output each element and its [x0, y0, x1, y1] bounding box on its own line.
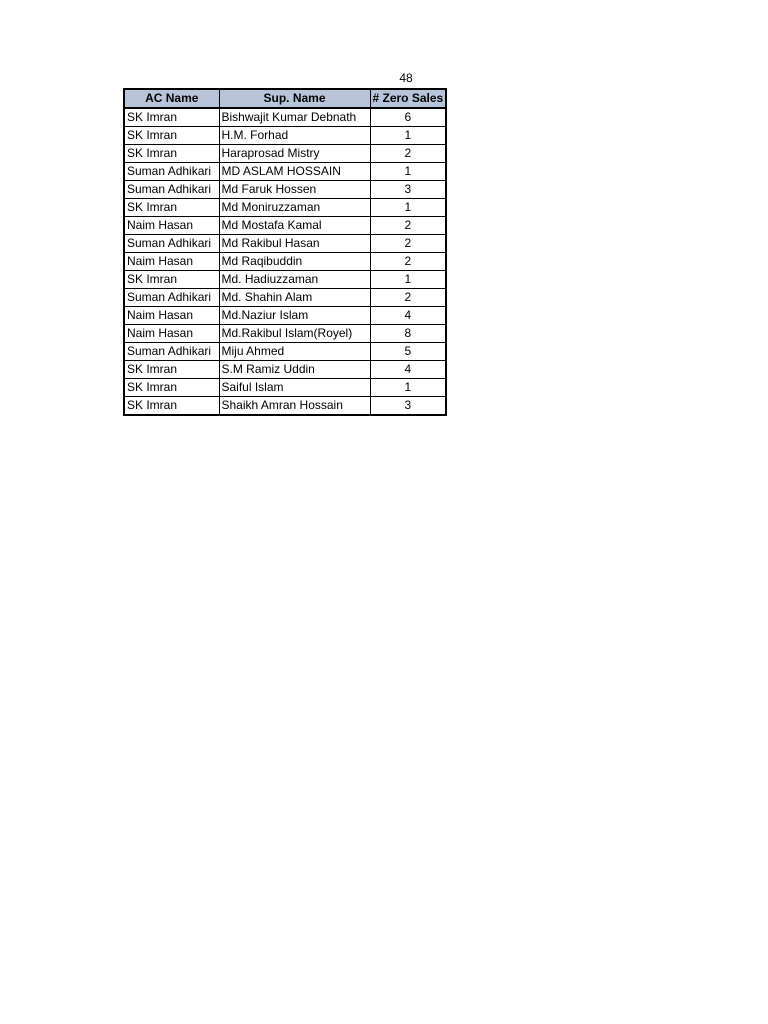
- sup-name-cell: Haraprosad Mistry: [219, 145, 370, 163]
- zero-sales-cell: 8: [370, 325, 446, 343]
- table-row: [124, 145, 446, 163]
- ac-name-cell: Naim Hasan: [124, 325, 219, 343]
- table-row: [124, 343, 446, 361]
- ac-name-cell: SK Imran: [124, 361, 219, 379]
- zero-sales-cell: 4: [370, 361, 446, 379]
- zero-sales-cell: 5: [370, 343, 446, 361]
- zero-sales-cell: 2: [370, 217, 446, 235]
- sup-name-cell: H.M. Forhad: [219, 127, 370, 145]
- zero-sales-cell: 6: [370, 108, 446, 127]
- table-body: [124, 108, 446, 415]
- table-row: [124, 325, 446, 343]
- table-row: [124, 181, 446, 199]
- ac-name-cell: Suman Adhikari: [124, 343, 219, 361]
- zero-sales-cell: 3: [370, 181, 446, 199]
- ac-name-cell: Suman Adhikari: [124, 163, 219, 181]
- ac-name-cell: SK Imran: [124, 127, 219, 145]
- ac-name-cell: Suman Adhikari: [124, 181, 219, 199]
- table-row: [124, 307, 446, 325]
- sup-name-cell: Md. Hadiuzzaman: [219, 271, 370, 289]
- ac-name-cell: SK Imran: [124, 108, 219, 127]
- sup-name-cell: Md Rakibul Hasan: [219, 235, 370, 253]
- zero-sales-cell: 1: [370, 379, 446, 397]
- table-row: [124, 361, 446, 379]
- table-row: [124, 397, 446, 416]
- ac-name-cell: SK Imran: [124, 199, 219, 217]
- table-row: [124, 163, 446, 181]
- sup-name-cell: Shaikh Amran Hossain: [219, 397, 370, 416]
- table-row: [124, 253, 446, 271]
- sup-name-cell: Md. Shahin Alam: [219, 289, 370, 307]
- sup-name-cell: Md Faruk Hossen: [219, 181, 370, 199]
- ac-name-cell: SK Imran: [124, 145, 219, 163]
- sup-name-cell: S.M Ramiz Uddin: [219, 361, 370, 379]
- ac-name-cell: Naim Hasan: [124, 307, 219, 325]
- ac-name-cell: SK Imran: [124, 397, 219, 416]
- sup-name-cell: Md Raqibuddin: [219, 253, 370, 271]
- sup-name-cell: MD ASLAM HOSSAIN: [219, 163, 370, 181]
- table-row: [124, 127, 446, 145]
- sup-name-cell: Bishwajit Kumar Debnath: [219, 108, 370, 127]
- header-zero-sales: # Zero Sales: [370, 89, 446, 108]
- header-ac-name: AC Name: [124, 89, 219, 108]
- table-row: [124, 289, 446, 307]
- table-row: [124, 217, 446, 235]
- table-header-row: [124, 89, 446, 108]
- sup-name-cell: Saiful Islam: [219, 379, 370, 397]
- zero-sales-cell: 1: [370, 199, 446, 217]
- zero-sales-cell: 4: [370, 307, 446, 325]
- sup-name-cell: Md.Naziur Islam: [219, 307, 370, 325]
- zero-sales-cell: 2: [370, 289, 446, 307]
- ac-name-cell: Suman Adhikari: [124, 289, 219, 307]
- table-row: [124, 108, 446, 127]
- zero-sales-cell: 1: [370, 127, 446, 145]
- table-row: [124, 235, 446, 253]
- sup-name-cell: Md.Rakibul Islam(Royel): [219, 325, 370, 343]
- sup-name-cell: Md Moniruzzaman: [219, 199, 370, 217]
- zero-sales-cell: 2: [370, 253, 446, 271]
- sup-name-cell: Miju Ahmed: [219, 343, 370, 361]
- ac-name-cell: Naim Hasan: [124, 217, 219, 235]
- ac-name-cell: SK Imran: [124, 379, 219, 397]
- table-row: [124, 271, 446, 289]
- table-row: [124, 199, 446, 217]
- header-sup-name: Sup. Name: [219, 89, 370, 108]
- ac-name-cell: SK Imran: [124, 271, 219, 289]
- ac-name-cell: Suman Adhikari: [124, 235, 219, 253]
- zero-sales-total: 48: [399, 71, 413, 85]
- zero-sales-cell: 1: [370, 163, 446, 181]
- sup-name-cell: Md Mostafa Kamal: [219, 217, 370, 235]
- zero-sales-cell: 3: [370, 397, 446, 416]
- table-row: [124, 379, 446, 397]
- zero-sales-cell: 2: [370, 145, 446, 163]
- zero-sales-cell: 1: [370, 271, 446, 289]
- zero-sales-cell: 2: [370, 235, 446, 253]
- zero-sales-table: [123, 88, 447, 416]
- ac-name-cell: Naim Hasan: [124, 253, 219, 271]
